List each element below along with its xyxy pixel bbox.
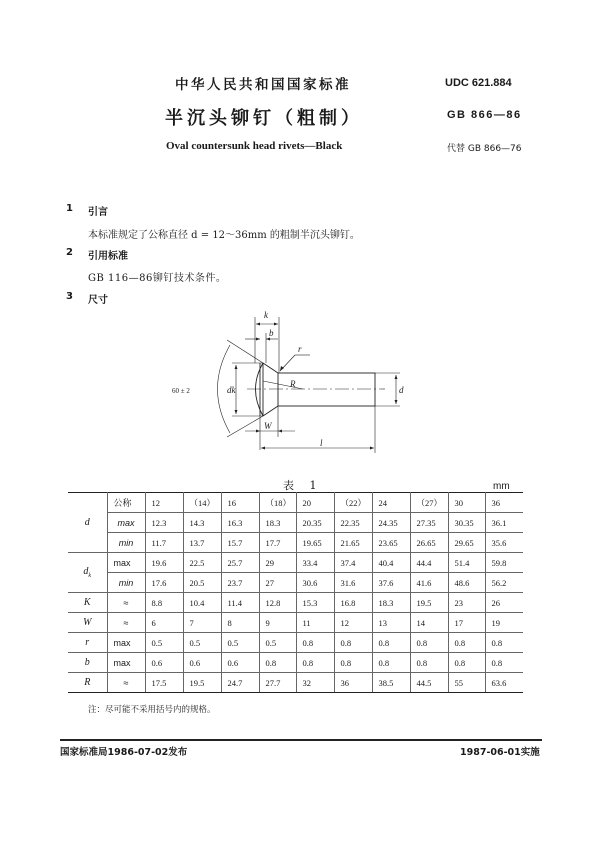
cell: 29.65 (448, 533, 485, 553)
cell: 21.65 (334, 533, 372, 553)
row-kind: 公称 (107, 493, 145, 513)
cell: 0.5 (221, 633, 259, 653)
document-title-en: Oval countersunk head rivets—Black (166, 140, 343, 152)
cell: 0.8 (334, 633, 372, 653)
row-symbol-sub: k (88, 573, 92, 579)
cell: 0.8 (485, 633, 523, 653)
cell: 10.4 (183, 593, 221, 613)
row-symbol: W (68, 613, 107, 633)
cell: 27.35 (410, 513, 448, 533)
cell: 22.35 (334, 513, 372, 533)
standard-org: 中华人民共和国国家标准 (175, 77, 351, 93)
label-R: R (290, 379, 296, 389)
cell: 0.8 (410, 633, 448, 653)
table-row (68, 613, 523, 633)
row-symbol: K (68, 593, 107, 613)
rivet-drawing (150, 305, 430, 465)
cell: 20.5 (183, 573, 221, 593)
cell: 35.6 (485, 533, 523, 553)
cell: 0.8 (448, 633, 485, 653)
cell: 20.35 (296, 513, 334, 533)
label-dk: dk (227, 385, 236, 395)
cell: 27.7 (259, 673, 296, 693)
cell: 38.5 (372, 673, 410, 693)
standard-number: GB 866—86 (447, 109, 522, 121)
row-symbol: R (68, 673, 107, 693)
cell: 40.4 (372, 553, 410, 573)
cell: 0.5 (145, 633, 183, 653)
row-kind: ≈ (107, 593, 145, 613)
cell: 20 (296, 493, 334, 513)
cell: 12 (334, 613, 372, 633)
cell: 37.6 (372, 573, 410, 593)
cell: 63.6 (485, 673, 523, 693)
cell: 24.7 (221, 673, 259, 693)
cell: 25.7 (221, 553, 259, 573)
table-row (68, 593, 523, 613)
cell: 51.4 (448, 553, 485, 573)
cell: 23 (448, 593, 485, 613)
section-3-title: 尺寸 (88, 295, 108, 306)
cell: 0.8 (485, 653, 523, 673)
cell: 44.4 (410, 553, 448, 573)
cell: 0.5 (259, 633, 296, 653)
footer-divider (60, 739, 542, 741)
cell: 26.65 (410, 533, 448, 553)
label-d: d (399, 385, 404, 395)
row-symbol: $d_k$ (68, 553, 107, 593)
label-k: k (264, 310, 268, 320)
cell: 29 (259, 553, 296, 573)
cell: 56.2 (485, 573, 523, 593)
cell: 0.6 (221, 653, 259, 673)
cell: 11.7 (145, 533, 183, 553)
replaces-standard: 代替 GB 866—76 (447, 144, 522, 154)
cell: 13.7 (183, 533, 221, 553)
cell: 59.8 (485, 553, 523, 573)
cell: 19.6 (145, 553, 183, 573)
cell: 0.8 (296, 633, 334, 653)
cell: 23.65 (372, 533, 410, 553)
udc-code: UDC 621.884 (445, 77, 512, 89)
cell: 11.4 (221, 593, 259, 613)
cell: 24 (372, 493, 410, 513)
cell: （14） (183, 493, 221, 513)
cell: 44.5 (410, 673, 448, 693)
cell: 23.7 (221, 573, 259, 593)
cell: 12.3 (145, 513, 183, 533)
row-kind: max (107, 513, 145, 533)
section-2-body: GB 116—86铆钉技术条件。 (88, 273, 227, 284)
cell: 13 (372, 613, 410, 633)
table-unit: mm (493, 481, 510, 492)
label-r: r (298, 344, 302, 354)
section-3-number: 3 (66, 291, 73, 302)
cell: 48.6 (448, 573, 485, 593)
cell: 0.8 (296, 653, 334, 673)
publish-date: 国家标准局1986-07-02发布 (60, 747, 188, 758)
table-row (68, 553, 523, 573)
cell: 12 (145, 493, 183, 513)
cell: 0.6 (145, 653, 183, 673)
cell: （18） (259, 493, 296, 513)
cell: 19.65 (296, 533, 334, 553)
cell: 14.3 (183, 513, 221, 533)
cell: 24.35 (372, 513, 410, 533)
document-title-cn: 半沉头铆钉（粗制） (165, 108, 363, 129)
cell: 8.8 (145, 593, 183, 613)
cell: 30 (448, 493, 485, 513)
cell: 17.5 (145, 673, 183, 693)
table-caption: 表 1 (283, 479, 323, 492)
cell: 55 (448, 673, 485, 693)
cell: 0.6 (183, 653, 221, 673)
cell: 0.8 (372, 653, 410, 673)
cell: 0.8 (259, 653, 296, 673)
cell: 18.3 (259, 513, 296, 533)
section-2-title: 引用标准 (88, 251, 128, 262)
cell: 30.6 (296, 573, 334, 593)
cell: 17.6 (145, 573, 183, 593)
row-symbol: b (68, 653, 107, 673)
cell: 0.8 (410, 653, 448, 673)
table-row (68, 573, 523, 593)
cell: 19.5 (410, 593, 448, 613)
table-row (68, 493, 523, 513)
table-row (68, 633, 523, 653)
row-symbol: d (68, 493, 107, 553)
cell: 11 (296, 613, 334, 633)
cell: 0.8 (448, 653, 485, 673)
cell: 19 (485, 613, 523, 633)
cell: 19.5 (183, 673, 221, 693)
cell: 12.8 (259, 593, 296, 613)
cell: 32 (296, 673, 334, 693)
cell: 7 (183, 613, 221, 633)
table-note: 注：尽可能不采用括号内的规格。 (88, 705, 216, 715)
table-row (68, 513, 523, 533)
cell: 36 (485, 493, 523, 513)
row-kind: min (107, 533, 145, 553)
cell: 16 (221, 493, 259, 513)
cell: 31.6 (334, 573, 372, 593)
cell: 6 (145, 613, 183, 633)
cell: 41.6 (410, 573, 448, 593)
dimension-table (68, 492, 523, 693)
cell: 36 (334, 673, 372, 693)
cell: 22.5 (183, 553, 221, 573)
cell: （27） (410, 493, 448, 513)
cell: 15.3 (296, 593, 334, 613)
label-b: b (269, 328, 274, 338)
row-kind: ≈ (107, 673, 145, 693)
section-1-body: 本标准规定了公称直径 d = 12～36mm 的粗制半沉头铆钉。 (88, 230, 360, 241)
cell: 27 (259, 573, 296, 593)
cell: （22） (334, 493, 372, 513)
cell: 0.8 (334, 653, 372, 673)
cell: 30.35 (448, 513, 485, 533)
cell: 16.8 (334, 593, 372, 613)
row-kind: max (107, 553, 145, 573)
row-kind: max (107, 633, 145, 653)
cell: 15.7 (221, 533, 259, 553)
label-angle: 60 ± 2 (172, 387, 190, 395)
cell: 37.4 (334, 553, 372, 573)
section-1-number: 1 (66, 203, 73, 214)
cell: 26 (485, 593, 523, 613)
row-kind: ≈ (107, 613, 145, 633)
cell: 9 (259, 613, 296, 633)
row-kind: max (107, 653, 145, 673)
cell: 17 (448, 613, 485, 633)
cell: 0.5 (183, 633, 221, 653)
row-kind: min (107, 573, 145, 593)
cell: 36.1 (485, 513, 523, 533)
table-row (68, 533, 523, 553)
label-W: W (264, 421, 272, 431)
cell: 33.4 (296, 553, 334, 573)
table-row (68, 673, 523, 693)
cell: 14 (410, 613, 448, 633)
cell: 0.8 (372, 633, 410, 653)
cell: 18.3 (372, 593, 410, 613)
label-l: l (320, 438, 323, 448)
implementation-date: 1987-06-01实施 (460, 747, 540, 758)
section-1-title: 引言 (88, 207, 108, 218)
cell: 17.7 (259, 533, 296, 553)
table-row (68, 653, 523, 673)
section-2-number: 2 (66, 247, 73, 258)
cell: 16.3 (221, 513, 259, 533)
cell: 8 (221, 613, 259, 633)
row-symbol: r (68, 633, 107, 653)
